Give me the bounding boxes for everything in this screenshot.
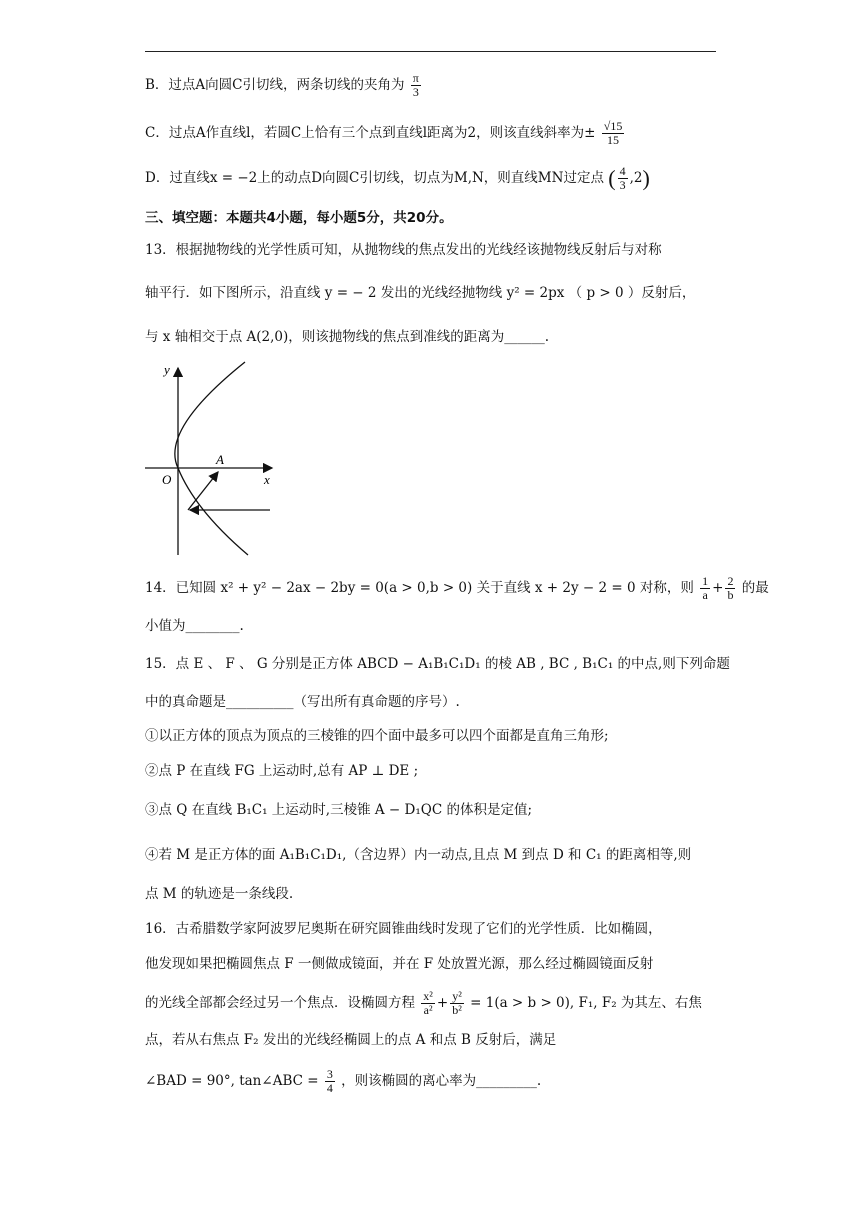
frac-denominator: 3	[619, 178, 626, 192]
q14-text-a: 14．已知圆 x² + y² − 2ax − 2by = 0(a > 0,b > 0) 关于直线 x + 2y − 2 = 0 对称，则	[145, 580, 694, 596]
x-axis-label: x	[264, 472, 270, 487]
q15-item4-line2: 点 M 的轨迹是一条线段.	[145, 886, 294, 902]
frac-numerator: π	[412, 71, 419, 85]
q16-text-c: ∠BAD = 90°, tan∠ABC =	[145, 1073, 319, 1089]
q16-line5	[145, 1068, 541, 1095]
q14-text-b: 的最	[741, 580, 769, 596]
q16-text-b: = 1(a > b > 0), F₁, F₂ 为其左、右焦	[470, 995, 702, 1011]
frac-numerator: 2	[727, 574, 734, 588]
parabola-diagram	[140, 360, 280, 560]
q14-line1	[145, 575, 769, 602]
option-d-tail: ,2	[629, 170, 643, 186]
paren-right: )	[642, 165, 650, 191]
frac-denominator: 15	[607, 133, 620, 147]
paren-left: (	[608, 165, 616, 191]
frac-denominator: b	[727, 588, 734, 602]
frac-numerator: 1	[702, 574, 709, 588]
q13-line3: 与 x 轴相交于点 A(2,0)，则该抛物线的焦点到准线的距离为______.	[145, 329, 550, 345]
point-a-label: A	[216, 452, 224, 467]
header-rule	[145, 51, 716, 52]
option-d	[145, 165, 650, 192]
q14-frac2	[725, 575, 735, 602]
frac-numerator: √15	[603, 119, 623, 133]
q16-line3: 的光线全部都会经过另一个焦点．设椭圆方程 $\frac{\text{x²}}{\text{a²}}$ + $\frac{\text{y²}}{\text{b²}}$ = 1(a > b > 0), F₁, F₂ 为其左、右焦	[145, 989, 702, 1017]
q15-item1: ①以正方体的顶点为顶点的三棱锥的四个面中最多可以四个面都是直角三角形;	[145, 728, 609, 744]
section-title: 三、填空题：本题共4小题，每小题5分，共20分。	[145, 210, 453, 226]
frac-numerator: 3	[326, 1067, 333, 1081]
frac-denominator: b²	[452, 1003, 462, 1017]
parabola-curve	[175, 362, 248, 555]
frac-denominator: 4	[326, 1081, 333, 1095]
option-b-text: B．过点A向圆C引切线，两条切线的夹角为	[145, 77, 405, 93]
q16-frac-y	[450, 990, 464, 1017]
q16-frac-tan	[325, 1068, 335, 1095]
q16-text-a: 的光线全部都会经过另一个焦点．设椭圆方程	[145, 995, 415, 1011]
plus-sign: +	[712, 580, 724, 596]
q16-text-d: ，则该椭圆的离心率为_________.	[341, 1073, 542, 1089]
frac-denominator: a	[702, 588, 708, 602]
option-d-fraction	[618, 165, 628, 192]
q14-frac1	[700, 575, 710, 602]
frac-numerator: x²	[423, 989, 433, 1003]
frac-numerator: 4	[619, 164, 626, 178]
frac-denominator: 3	[412, 85, 419, 99]
option-c-fraction	[602, 120, 625, 147]
q16-line4: 点，若从右焦点 F₂ 发出的光线经椭圆上的点 A 和点 B 反射后，满足	[145, 1032, 557, 1048]
option-c-text: C．过点A作直线l，若圆C上恰有三个点到直线l距离为2，则该直线斜率为±	[145, 125, 596, 141]
q14-line2: 小值为________.	[145, 618, 244, 634]
q15-line2: 中的真命题是__________（写出所有真命题的序号）.	[145, 694, 460, 710]
frac-denominator: a²	[423, 1003, 433, 1017]
option-b	[145, 72, 423, 99]
frac-numerator: y²	[452, 989, 462, 1003]
q15-item4-line1: ④若 M 是正方体的面 A₁B₁C₁D₁,（含边界）内一动点,且点 M 到点 D 和 C₁ 的距离相等,则	[145, 847, 692, 863]
option-c	[145, 120, 626, 147]
y-axis-label: y	[164, 362, 170, 377]
q13-line2: 轴平行．如下图所示，沿直线 y = − 2 发出的光线经抛物线 y² = 2px （ p > 0 ）反射后，	[145, 285, 696, 301]
reflected-ray	[188, 472, 218, 510]
q15-line1: 15．点 E 、 F 、 G 分别是正方体 ABCD − A₁B₁C₁D₁ 的棱 AB , BC , B₁C₁ 的中点,则下列命题	[145, 656, 730, 672]
q16-line2: 他发现如果把椭圆焦点 F 一侧做成镜面，并在 F 处放置光源，那么经过椭圆镜面反射	[145, 956, 654, 972]
option-d-text: D．过直线x = −2上的动点D向圆C引切线，切点为M,N，则直线MN过定点	[145, 170, 604, 186]
q15-item3: ③点 Q 在直线 B₁C₁ 上运动时,三棱锥 A − D₁QC 的体积是定值;	[145, 802, 533, 818]
option-b-fraction	[411, 72, 421, 99]
q13-line1: 13．根据抛物线的光学性质可知，从抛物线的焦点发出的光线经该抛物线反射后与对称	[145, 242, 662, 258]
q15-item2: ②点 P 在直线 FG 上运动时,总有 AP ⊥ DE ;	[145, 763, 419, 779]
parabola-figure	[140, 360, 280, 560]
origin-label: O	[162, 472, 172, 487]
q16-frac-x	[421, 990, 435, 1017]
q16-line1: 16．古希腊数学家阿波罗尼奥斯在研究圆锥曲线时发现了它们的光学性质．比如椭圆，	[145, 921, 662, 937]
